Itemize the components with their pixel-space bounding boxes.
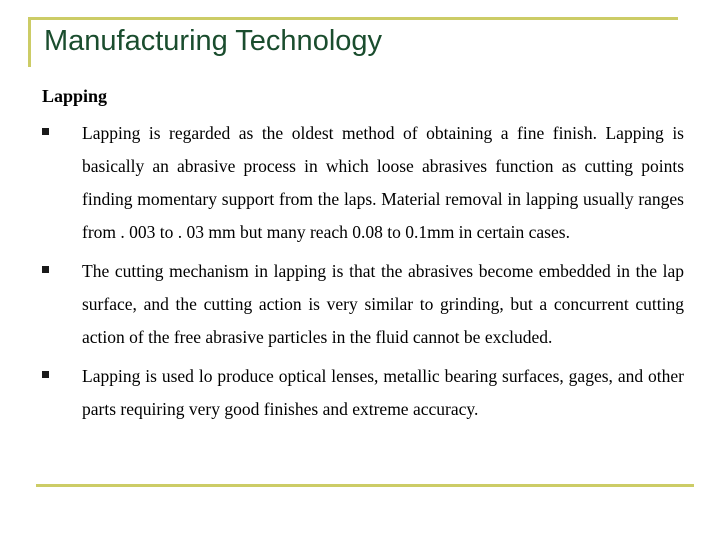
bullet-text: Lapping is regarded as the oldest method of obtaining a fine finish. Lapping is basically an abrasive process in which loose abrasives function as cutting points finding momentary support from the laps. Material removal in lapping usually ranges from . 003 to . 03 mm but many reach 0.08 to 0.1mm in certain cases.: [82, 123, 684, 242]
square-bullet-icon: [42, 266, 49, 273]
left-accent-bar: [28, 17, 31, 67]
bullet-item: [42, 360, 684, 426]
section-heading: Lapping: [42, 86, 108, 106]
bullet-list: [42, 117, 684, 432]
page-title: Manufacturing Technology: [44, 25, 383, 57]
bullet-text: The cutting mechanism in lapping is that the abrasives become embedded in the lap surface, and the cutting action is very similar to grinding, but a concurrent cutting action of the free abrasive particles in the fluid cannot be excluded.: [82, 261, 684, 347]
bullet-item: [42, 117, 684, 249]
bottom-divider: [36, 484, 694, 487]
bullet-item: [42, 255, 684, 354]
square-bullet-icon: [42, 371, 49, 378]
square-bullet-icon: [42, 128, 49, 135]
top-divider: [28, 17, 678, 20]
bullet-text: Lapping is used lo produce optical lenses, metallic bearing surfaces, gages, and other parts requiring very good finishes and extreme accuracy.: [82, 366, 684, 419]
